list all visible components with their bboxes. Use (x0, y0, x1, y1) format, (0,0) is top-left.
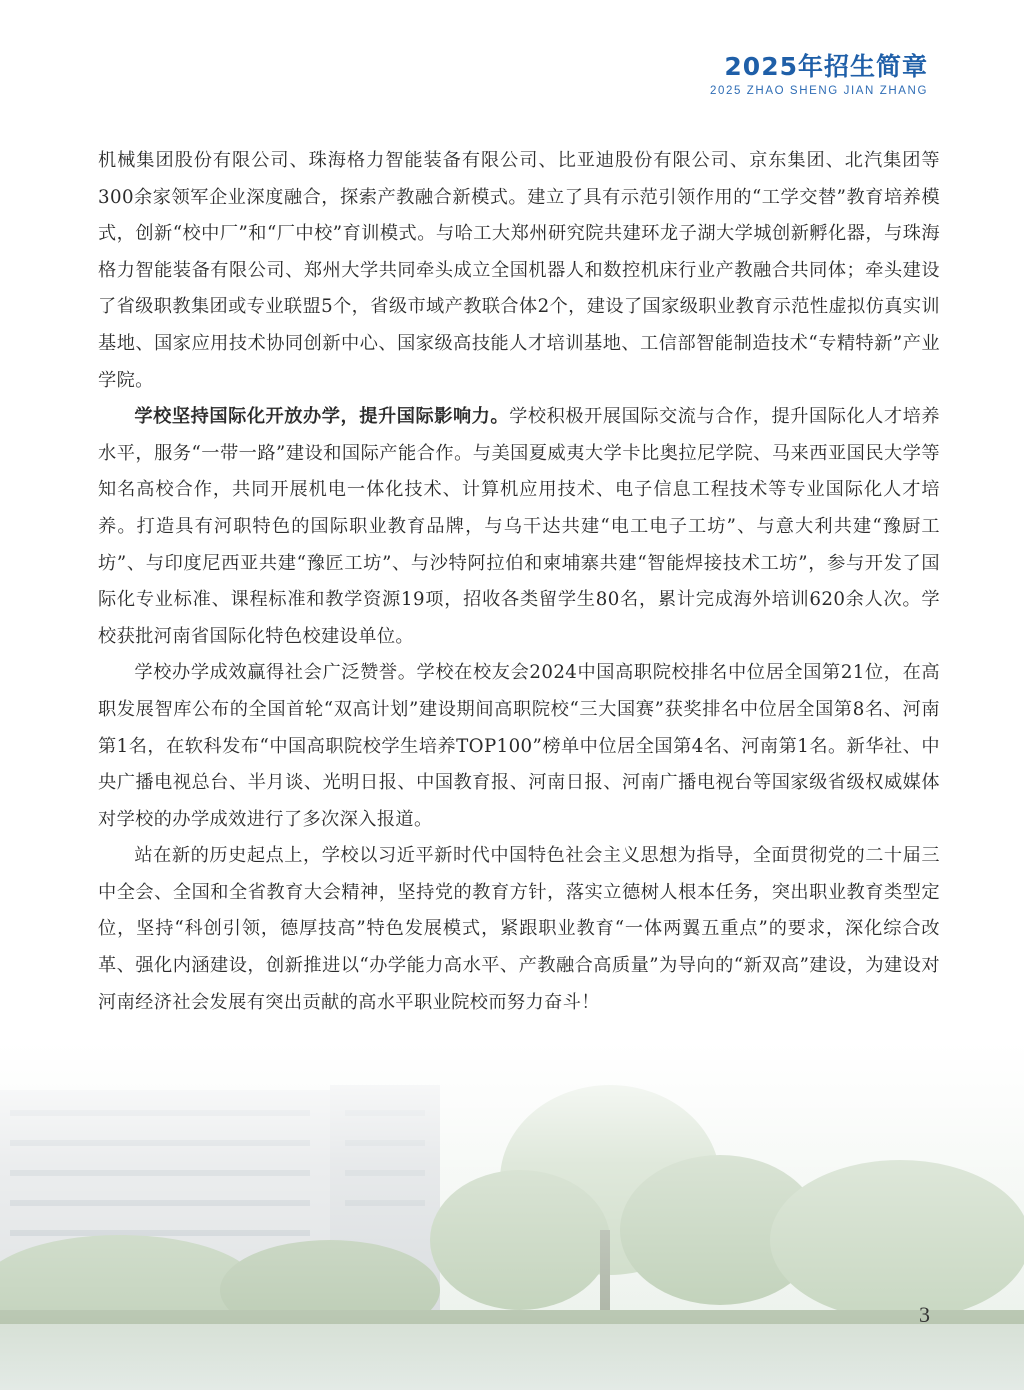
header-title: 2025年招生简章 (724, 52, 928, 81)
body-text (98, 143, 940, 1021)
header-subtitle: 2025 ZHAO SHENG JIAN ZHANG (710, 85, 928, 97)
paragraph-2-lead: 学校坚持国际化开放办学，提升国际影响力。 (134, 406, 510, 428)
page-number: 3 (919, 1302, 930, 1327)
paragraph-1: 机械集团股份有限公司、珠海格力智能装备有限公司、比亚迪股份有限公司、京东集团、北汽集团等300余家领军企业深度融合，探索产教融合新模式。建立了具有示范引领作用的“工学交替”教育培养模式，创新“校中厂”和“厂中校”育训模式。与哈工大郑州研究院共建环龙子湖大学城创新孵化器，与珠海格力智能装备有限公司、郑州大学共同牵头成立全国机器人和数控机床行业产教融合共同体；牵头建设了省级职教集团或专业联盟5个，省级市域产教联合体2个，建设了国家级职业教育示范性虚拟仿真实训基地、国家应用技术协同创新中心、国家级高技能人才培训基地、工信部智能制造技术“专精特新”产业学院。 (98, 150, 940, 391)
paragraph-2-text: 学校积极开展国际交流与合作，提升国际化人才培养水平，服务“一带一路”建设和国际产能合作。与美国夏威夷大学卡比奥拉尼学院、马来西亚国民大学等知名高校合作，共同开展机电一体化技术、计算机应用技术、电子信息工程技术等专业国际化人才培养。打造具有河职特色的国际职业教育品牌，与乌干达共建“电工电子工坊”、与意大利共建“豫厨工坊”、与印度尼西亚共建“豫匠工坊”、与沙特阿拉伯和柬埔寨共建“智能焊接技术工坊”，参与开发了国际化专业标准、课程标准和教学资源19项，招收各类留学生80名，累计完成海外培训620余人次。学校获批河南省国际化特色校建设单位。 (98, 406, 940, 647)
paragraph-3: 学校办学成效赢得社会广泛赞誉。学校在校友会2024中国高职院校排名中位居全国第21位，在高职发展智库公布的全国首轮“双高计划”建设期间高职院校“三大国赛”获奖排名中位居全国第8名、河南第1名，在软科发布“中国高职院校学生培养TOP100”榜单中位居全国第4名、河南第1名。新华社、中央广播电视总台、半月谈、光明日报、中国教育报、河南日报、河南广播电视台等国家级省级权威媒体对学校的办学成效进行了多次深入报道。 (98, 662, 940, 830)
paragraph-2 (98, 399, 940, 655)
campus-photo (0, 1040, 1024, 1390)
paragraph-4: 站在新的历史起点上，学校以习近平新时代中国特色社会主义思想为指导，全面贯彻党的二十届三中全会、全国和全省教育大会精神，坚持党的教育方针，落实立德树人根本任务，突出职业教育类型定位，坚持“科创引领，德厚技高”特色发展模式，紧跟职业教育“一体两翼五重点”的要求，深化综合改革、强化内涵建设，创新推进以“办学能力高水平、产教融合高质量”为导向的“新双高”建设，为建设对河南经济社会发展有突出贡献的高水平职业院校而努力奋斗！ (98, 845, 940, 1013)
page-header (710, 52, 928, 98)
